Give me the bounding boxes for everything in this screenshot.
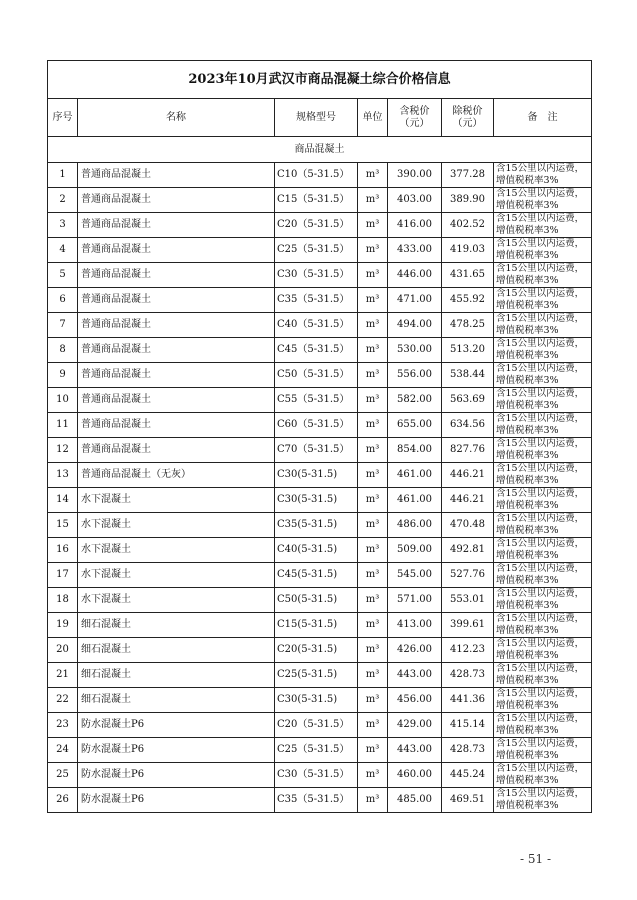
row-note: 含15公里以内运费， 增值税税率3%: [494, 563, 592, 588]
table-row: [48, 563, 592, 588]
row-price-tax: 582.00: [388, 388, 442, 413]
row-unit: m³: [358, 788, 388, 813]
row-price-notax: 399.61: [442, 613, 494, 638]
row-note: 含15公里以内运费， 增值税税率3%: [494, 288, 592, 313]
row-unit: m³: [358, 563, 388, 588]
row-unit: m³: [358, 488, 388, 513]
row-name: 普通商品混凝土: [78, 238, 275, 263]
row-price-tax: 571.00: [388, 588, 442, 613]
row-price-notax: 446.21: [442, 463, 494, 488]
row-name: 普通商品混凝土: [78, 413, 275, 438]
row-price-notax: 538.44: [442, 363, 494, 388]
row-number: 24: [48, 738, 78, 763]
row-number: 20: [48, 638, 78, 663]
row-spec: C45（5-31.5）: [275, 338, 358, 363]
row-note: 含15公里以内运费， 增值税税率3%: [494, 488, 592, 513]
row-note: 含15公里以内运费， 增值税税率3%: [494, 788, 592, 813]
row-price-notax: 634.56: [442, 413, 494, 438]
row-number: 25: [48, 763, 78, 788]
row-name: 普通商品混凝土: [78, 388, 275, 413]
row-unit: m³: [358, 163, 388, 188]
row-spec: C50（5-31.5）: [275, 363, 358, 388]
row-note: 含15公里以内运费， 增值税税率3%: [494, 313, 592, 338]
row-note: 含15公里以内运费， 增值税税率3%: [494, 688, 592, 713]
row-note: 含15公里以内运费， 增值税税率3%: [494, 163, 592, 188]
row-number: 26: [48, 788, 78, 813]
table-row: [48, 363, 592, 388]
row-number: 2: [48, 188, 78, 213]
row-note: 含15公里以内运费， 增值税税率3%: [494, 438, 592, 463]
row-name: 水下混凝土: [78, 588, 275, 613]
table-row: [48, 538, 592, 563]
row-name: 细石混凝土: [78, 613, 275, 638]
row-spec: C40(5-31.5): [275, 538, 358, 563]
header-no: 序号: [48, 99, 78, 137]
row-unit: m³: [358, 663, 388, 688]
row-spec: C30(5-31.5): [275, 688, 358, 713]
row-spec: C35（5-31.5）: [275, 288, 358, 313]
row-number: 3: [48, 213, 78, 238]
row-price-tax: 429.00: [388, 713, 442, 738]
row-number: 14: [48, 488, 78, 513]
row-unit: m³: [358, 613, 388, 638]
row-price-notax: 428.73: [442, 738, 494, 763]
row-name: 细石混凝土: [78, 663, 275, 688]
row-unit: m³: [358, 388, 388, 413]
row-spec: C20(5-31.5): [275, 638, 358, 663]
row-price-notax: 827.76: [442, 438, 494, 463]
row-note: 含15公里以内运费， 增值税税率3%: [494, 413, 592, 438]
row-note: 含15公里以内运费， 增值税税率3%: [494, 613, 592, 638]
row-name: 细石混凝土: [78, 688, 275, 713]
row-unit: m³: [358, 313, 388, 338]
row-number: 12: [48, 438, 78, 463]
row-unit: m³: [358, 438, 388, 463]
table-row: [48, 263, 592, 288]
row-spec: C45(5-31.5): [275, 563, 358, 588]
row-note: 含15公里以内运费， 增值税税率3%: [494, 538, 592, 563]
row-note: 含15公里以内运费， 增值税税率3%: [494, 238, 592, 263]
row-unit: m³: [358, 638, 388, 663]
row-name: 水下混凝土: [78, 513, 275, 538]
row-name: 防水混凝土P6: [78, 788, 275, 813]
table-row: [48, 663, 592, 688]
row-unit: m³: [358, 588, 388, 613]
table-row: [48, 488, 592, 513]
row-price-tax: 456.00: [388, 688, 442, 713]
row-spec: C30（5-31.5）: [275, 263, 358, 288]
row-spec: C25（5-31.5）: [275, 738, 358, 763]
header-spec: 规格型号: [275, 99, 358, 137]
row-note: 含15公里以内运费， 增值税税率3%: [494, 638, 592, 663]
row-name: 普通商品混凝土: [78, 313, 275, 338]
row-note: 含15公里以内运费， 增值税税率3%: [494, 338, 592, 363]
table-row: [48, 763, 592, 788]
row-price-notax: 478.25: [442, 313, 494, 338]
row-number: 22: [48, 688, 78, 713]
row-note: 含15公里以内运费， 增值税税率3%: [494, 388, 592, 413]
header-price-notax: 除税价 （元）: [442, 99, 494, 137]
row-note: 含15公里以内运费， 增值税税率3%: [494, 513, 592, 538]
table-title: 2023年10月武汉市商品混凝土综合价格信息: [48, 61, 592, 99]
row-spec: C40（5-31.5）: [275, 313, 358, 338]
row-price-notax: 431.65: [442, 263, 494, 288]
row-name: 普通商品混凝土（无灰）: [78, 463, 275, 488]
row-price-tax: 509.00: [388, 538, 442, 563]
row-price-tax: 460.00: [388, 763, 442, 788]
header-price-tax: 含税价 （元）: [388, 99, 442, 137]
row-name: 普通商品混凝土: [78, 263, 275, 288]
row-spec: C35（5-31.5）: [275, 788, 358, 813]
row-unit: m³: [358, 338, 388, 363]
table-row: [48, 413, 592, 438]
header-note: 备 注: [494, 99, 592, 137]
row-name: 普通商品混凝土: [78, 213, 275, 238]
row-price-tax: 413.00: [388, 613, 442, 638]
row-price-notax: 419.03: [442, 238, 494, 263]
row-price-tax: 443.00: [388, 663, 442, 688]
row-number: 19: [48, 613, 78, 638]
row-number: 23: [48, 713, 78, 738]
row-price-tax: 426.00: [388, 638, 442, 663]
row-price-notax: 563.69: [442, 388, 494, 413]
row-unit: m³: [358, 713, 388, 738]
row-name: 普通商品混凝土: [78, 438, 275, 463]
table-row: [48, 213, 592, 238]
row-price-tax: 556.00: [388, 363, 442, 388]
row-price-tax: 545.00: [388, 563, 442, 588]
row-note: 含15公里以内运费， 增值税税率3%: [494, 213, 592, 238]
row-name: 普通商品混凝土: [78, 288, 275, 313]
row-unit: m³: [358, 238, 388, 263]
table-row: [48, 463, 592, 488]
row-spec: C10（5-31.5）: [275, 163, 358, 188]
table-row: [48, 588, 592, 613]
header-row: [48, 99, 592, 137]
row-price-tax: 446.00: [388, 263, 442, 288]
row-unit: m³: [358, 538, 388, 563]
row-unit: m³: [358, 738, 388, 763]
table-row: [48, 688, 592, 713]
row-price-tax: 471.00: [388, 288, 442, 313]
table-row: [48, 788, 592, 813]
row-note: 含15公里以内运费， 增值税税率3%: [494, 763, 592, 788]
row-note: 含15公里以内运费， 增值税税率3%: [494, 463, 592, 488]
row-number: 16: [48, 538, 78, 563]
row-spec: C25(5-31.5): [275, 663, 358, 688]
row-price-notax: 377.28: [442, 163, 494, 188]
row-note: 含15公里以内运费， 增值税税率3%: [494, 663, 592, 688]
row-price-tax: 655.00: [388, 413, 442, 438]
row-price-notax: 428.73: [442, 663, 494, 688]
row-note: 含15公里以内运费， 增值税税率3%: [494, 263, 592, 288]
header-name: 名称: [78, 99, 275, 137]
row-number: 17: [48, 563, 78, 588]
row-price-notax: 527.76: [442, 563, 494, 588]
row-unit: m³: [358, 288, 388, 313]
row-number: 15: [48, 513, 78, 538]
row-price-tax: 390.00: [388, 163, 442, 188]
row-number: 11: [48, 413, 78, 438]
row-unit: m³: [358, 413, 388, 438]
table-row: [48, 638, 592, 663]
table-row: [48, 238, 592, 263]
row-note: 含15公里以内运费， 增值税税率3%: [494, 363, 592, 388]
row-price-notax: 469.51: [442, 788, 494, 813]
row-number: 21: [48, 663, 78, 688]
row-price-notax: 446.21: [442, 488, 494, 513]
row-note: 含15公里以内运费， 增值税税率3%: [494, 738, 592, 763]
row-price-tax: 433.00: [388, 238, 442, 263]
row-spec: C25（5-31.5）: [275, 238, 358, 263]
row-note: 含15公里以内运费， 增值税税率3%: [494, 713, 592, 738]
row-price-notax: 412.23: [442, 638, 494, 663]
row-spec: C15（5-31.5）: [275, 188, 358, 213]
row-unit: m³: [358, 513, 388, 538]
row-number: 10: [48, 388, 78, 413]
row-spec: C30(5-31.5): [275, 488, 358, 513]
row-name: 防水混凝土P6: [78, 713, 275, 738]
row-number: 5: [48, 263, 78, 288]
row-price-tax: 494.00: [388, 313, 442, 338]
section-heading: 商品混凝土: [48, 137, 592, 163]
header-unit: 单位: [358, 99, 388, 137]
row-number: 8: [48, 338, 78, 363]
row-price-notax: 455.92: [442, 288, 494, 313]
row-price-notax: 441.36: [442, 688, 494, 713]
row-price-tax: 443.00: [388, 738, 442, 763]
row-number: 7: [48, 313, 78, 338]
row-spec: C20（5-31.5）: [275, 713, 358, 738]
row-name: 水下混凝土: [78, 538, 275, 563]
row-number: 18: [48, 588, 78, 613]
row-name: 细石混凝土: [78, 638, 275, 663]
table-row: [48, 338, 592, 363]
row-price-tax: 416.00: [388, 213, 442, 238]
row-number: 9: [48, 363, 78, 388]
row-spec: C50(5-31.5): [275, 588, 358, 613]
row-name: 普通商品混凝土: [78, 163, 275, 188]
table-row: [48, 313, 592, 338]
page-number: - 51 -: [520, 852, 552, 866]
row-spec: C30(5-31.5): [275, 463, 358, 488]
row-unit: m³: [358, 463, 388, 488]
row-unit: m³: [358, 363, 388, 388]
row-price-tax: 403.00: [388, 188, 442, 213]
row-name: 普通商品混凝土: [78, 338, 275, 363]
row-number: 6: [48, 288, 78, 313]
row-name: 普通商品混凝土: [78, 188, 275, 213]
row-spec: C55（5-31.5）: [275, 388, 358, 413]
row-unit: m³: [358, 763, 388, 788]
row-price-notax: 553.01: [442, 588, 494, 613]
row-note: 含15公里以内运费， 增值税税率3%: [494, 588, 592, 613]
table-row: [48, 613, 592, 638]
row-price-tax: 461.00: [388, 463, 442, 488]
row-price-tax: 530.00: [388, 338, 442, 363]
table-row: [48, 188, 592, 213]
row-spec: C15(5-31.5): [275, 613, 358, 638]
row-price-notax: 445.24: [442, 763, 494, 788]
row-name: 水下混凝土: [78, 563, 275, 588]
row-price-notax: 402.52: [442, 213, 494, 238]
row-name: 普通商品混凝土: [78, 363, 275, 388]
row-spec: C60（5-31.5）: [275, 413, 358, 438]
row-price-notax: 389.90: [442, 188, 494, 213]
row-price-tax: 854.00: [388, 438, 442, 463]
table-row: [48, 738, 592, 763]
row-spec: C35(5-31.5): [275, 513, 358, 538]
table-row: [48, 288, 592, 313]
row-price-tax: 485.00: [388, 788, 442, 813]
row-spec: C30（5-31.5）: [275, 763, 358, 788]
table-row: [48, 713, 592, 738]
row-name: 防水混凝土P6: [78, 738, 275, 763]
table-row: [48, 163, 592, 188]
row-price-notax: 492.81: [442, 538, 494, 563]
table-row: [48, 388, 592, 413]
row-number: 1: [48, 163, 78, 188]
row-unit: m³: [358, 263, 388, 288]
table-row: [48, 438, 592, 463]
row-price-notax: 513.20: [442, 338, 494, 363]
row-unit: m³: [358, 188, 388, 213]
row-spec: C20（5-31.5）: [275, 213, 358, 238]
row-unit: m³: [358, 213, 388, 238]
row-note: 含15公里以内运费， 增值税税率3%: [494, 188, 592, 213]
row-number: 4: [48, 238, 78, 263]
row-price-notax: 470.48: [442, 513, 494, 538]
row-unit: m³: [358, 688, 388, 713]
table-row: [48, 513, 592, 538]
row-name: 水下混凝土: [78, 488, 275, 513]
row-number: 13: [48, 463, 78, 488]
price-table: [47, 60, 592, 813]
row-spec: C70（5-31.5）: [275, 438, 358, 463]
row-name: 防水混凝土P6: [78, 763, 275, 788]
row-price-notax: 415.14: [442, 713, 494, 738]
row-price-tax: 486.00: [388, 513, 442, 538]
row-price-tax: 461.00: [388, 488, 442, 513]
